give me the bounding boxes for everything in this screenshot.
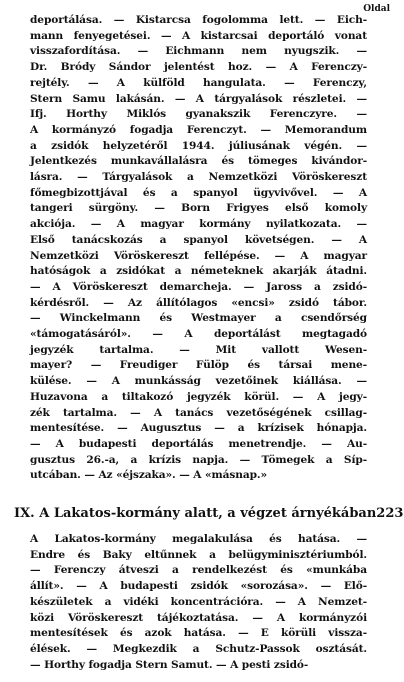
text-line: utcában. — Az «éjszaka». — A «másnap.» bbox=[30, 469, 268, 482]
text-line: Jelentkezés munkavállalásra és tömeges kivándor- bbox=[30, 155, 367, 168]
text-line: rejtély. — A külföld hangulata. — Ferenczy, bbox=[30, 76, 367, 89]
text-line: gusztus 26.-a, a krízis napja. — Tömegek a Síp- bbox=[30, 453, 367, 466]
text-line: A Lakatos-kormány megalakulása és hatása. — bbox=[30, 533, 367, 545]
page-label: Oldal bbox=[363, 4, 390, 14]
text-line: Huzavona a tiltakozó jegyzék körül. — A jegy- bbox=[30, 390, 367, 403]
text-line: lásra. — Tárgyalások a Nemzetközi Vöröskereszt bbox=[30, 171, 367, 184]
text-line: — A Vöröskereszt demarcheja. — Jaross a zsidó- bbox=[30, 280, 367, 293]
text-line: akciója. — A magyar kormány nyilatkozata. — bbox=[30, 218, 367, 231]
text-line: — Winckelmann és Westmayer a csendőrség bbox=[30, 312, 367, 325]
text-line: — Ferenczy átveszi a rendelkezést és «munkába bbox=[30, 564, 367, 577]
text-line: élések. — Megkezdik a Schutz-Passok osztását. bbox=[30, 642, 367, 655]
chapter-page-number: 223 bbox=[376, 506, 404, 521]
text-line: Dr. Bródy Sándor jelentést hoz. — A Ferenczy- bbox=[30, 61, 367, 74]
text-line: közi Vöröskereszt tájékoztatása. — A kormányzói bbox=[30, 611, 367, 624]
text-line: főmegbizottjával és a spanyol ügyvivővel. — A bbox=[30, 186, 367, 199]
text-line: visszafordítása. — Eichmann nem nyugszik. — bbox=[30, 45, 367, 58]
text-line: Első tanácskozás a spanyol követségen. — A bbox=[30, 233, 367, 246]
text-line: hatóságok a zsidókat a németeknek akarják átadni. bbox=[30, 265, 367, 278]
text-line: kérdésről. — Az állítólagos «encsi» zsidó tábor. bbox=[30, 296, 367, 309]
text-line: mayer? — Freudiger Fülöp és társai mene- bbox=[30, 359, 367, 372]
text-line: Stern Samu lakásán. — A tárgyalások részletei. — bbox=[30, 92, 367, 105]
text-line: állít». — A budapesti zsidók «sorozása». — Elő- bbox=[30, 580, 367, 593]
text-line: «támogatásáról». — A deportálást megtagadó bbox=[30, 328, 367, 341]
text-line: — A budapesti deportálás menetrendje. — Au- bbox=[30, 437, 367, 450]
text-line: zék tartalma. — A tanács vezetőségének csillag- bbox=[30, 406, 367, 419]
chapter-heading bbox=[14, 506, 404, 521]
text-line: mentesítése. — Augusztus — a krízisek hónapja. bbox=[30, 422, 367, 435]
contents-paragraph-2 bbox=[30, 532, 367, 673]
text-line: Ifj. Horthy Miklós gyanakszik Ferenczyre. — bbox=[30, 108, 367, 121]
text-line: jegyzék tartalma. — Mit vallott Wesen- bbox=[30, 343, 367, 356]
text-line: tangeri sürgöny. — Born Frigyes első komoly bbox=[30, 202, 367, 215]
contents-paragraph-1 bbox=[30, 13, 367, 484]
text-line: a zsidók helyzetéről 1944. júliusának végén. — bbox=[30, 139, 367, 152]
text-line: — Horthy fogadja Stern Samut. — A pesti zsidó- bbox=[30, 658, 309, 671]
text-line: mentesítések és azok hatása. — E körüli vissza- bbox=[30, 627, 367, 640]
text-line: külése. — A munkásság vezetőinek kiállása. — bbox=[30, 375, 367, 388]
text-line: mann fenyegetései. — A kistarcsai deportáló vonat bbox=[30, 29, 367, 42]
text-line: készületek a vidéki koncentrációra. — A Nemzet- bbox=[30, 595, 367, 608]
text-line: A kormányzó fogadja Ferenczyt. — Memorandum bbox=[30, 123, 367, 136]
text-line: deportálása. — Kistarcsa fogolomma lett. — Eich- bbox=[30, 14, 367, 26]
chapter-title: IX. A Lakatos-kormány alatt, a végzet árnyékában bbox=[14, 506, 377, 521]
text-line: Nemzetközi Vöröskereszt fellépése. — A magyar bbox=[30, 249, 367, 262]
text-line: Endre és Baky eltűnnek a belügyminisztériumból. bbox=[30, 548, 367, 561]
